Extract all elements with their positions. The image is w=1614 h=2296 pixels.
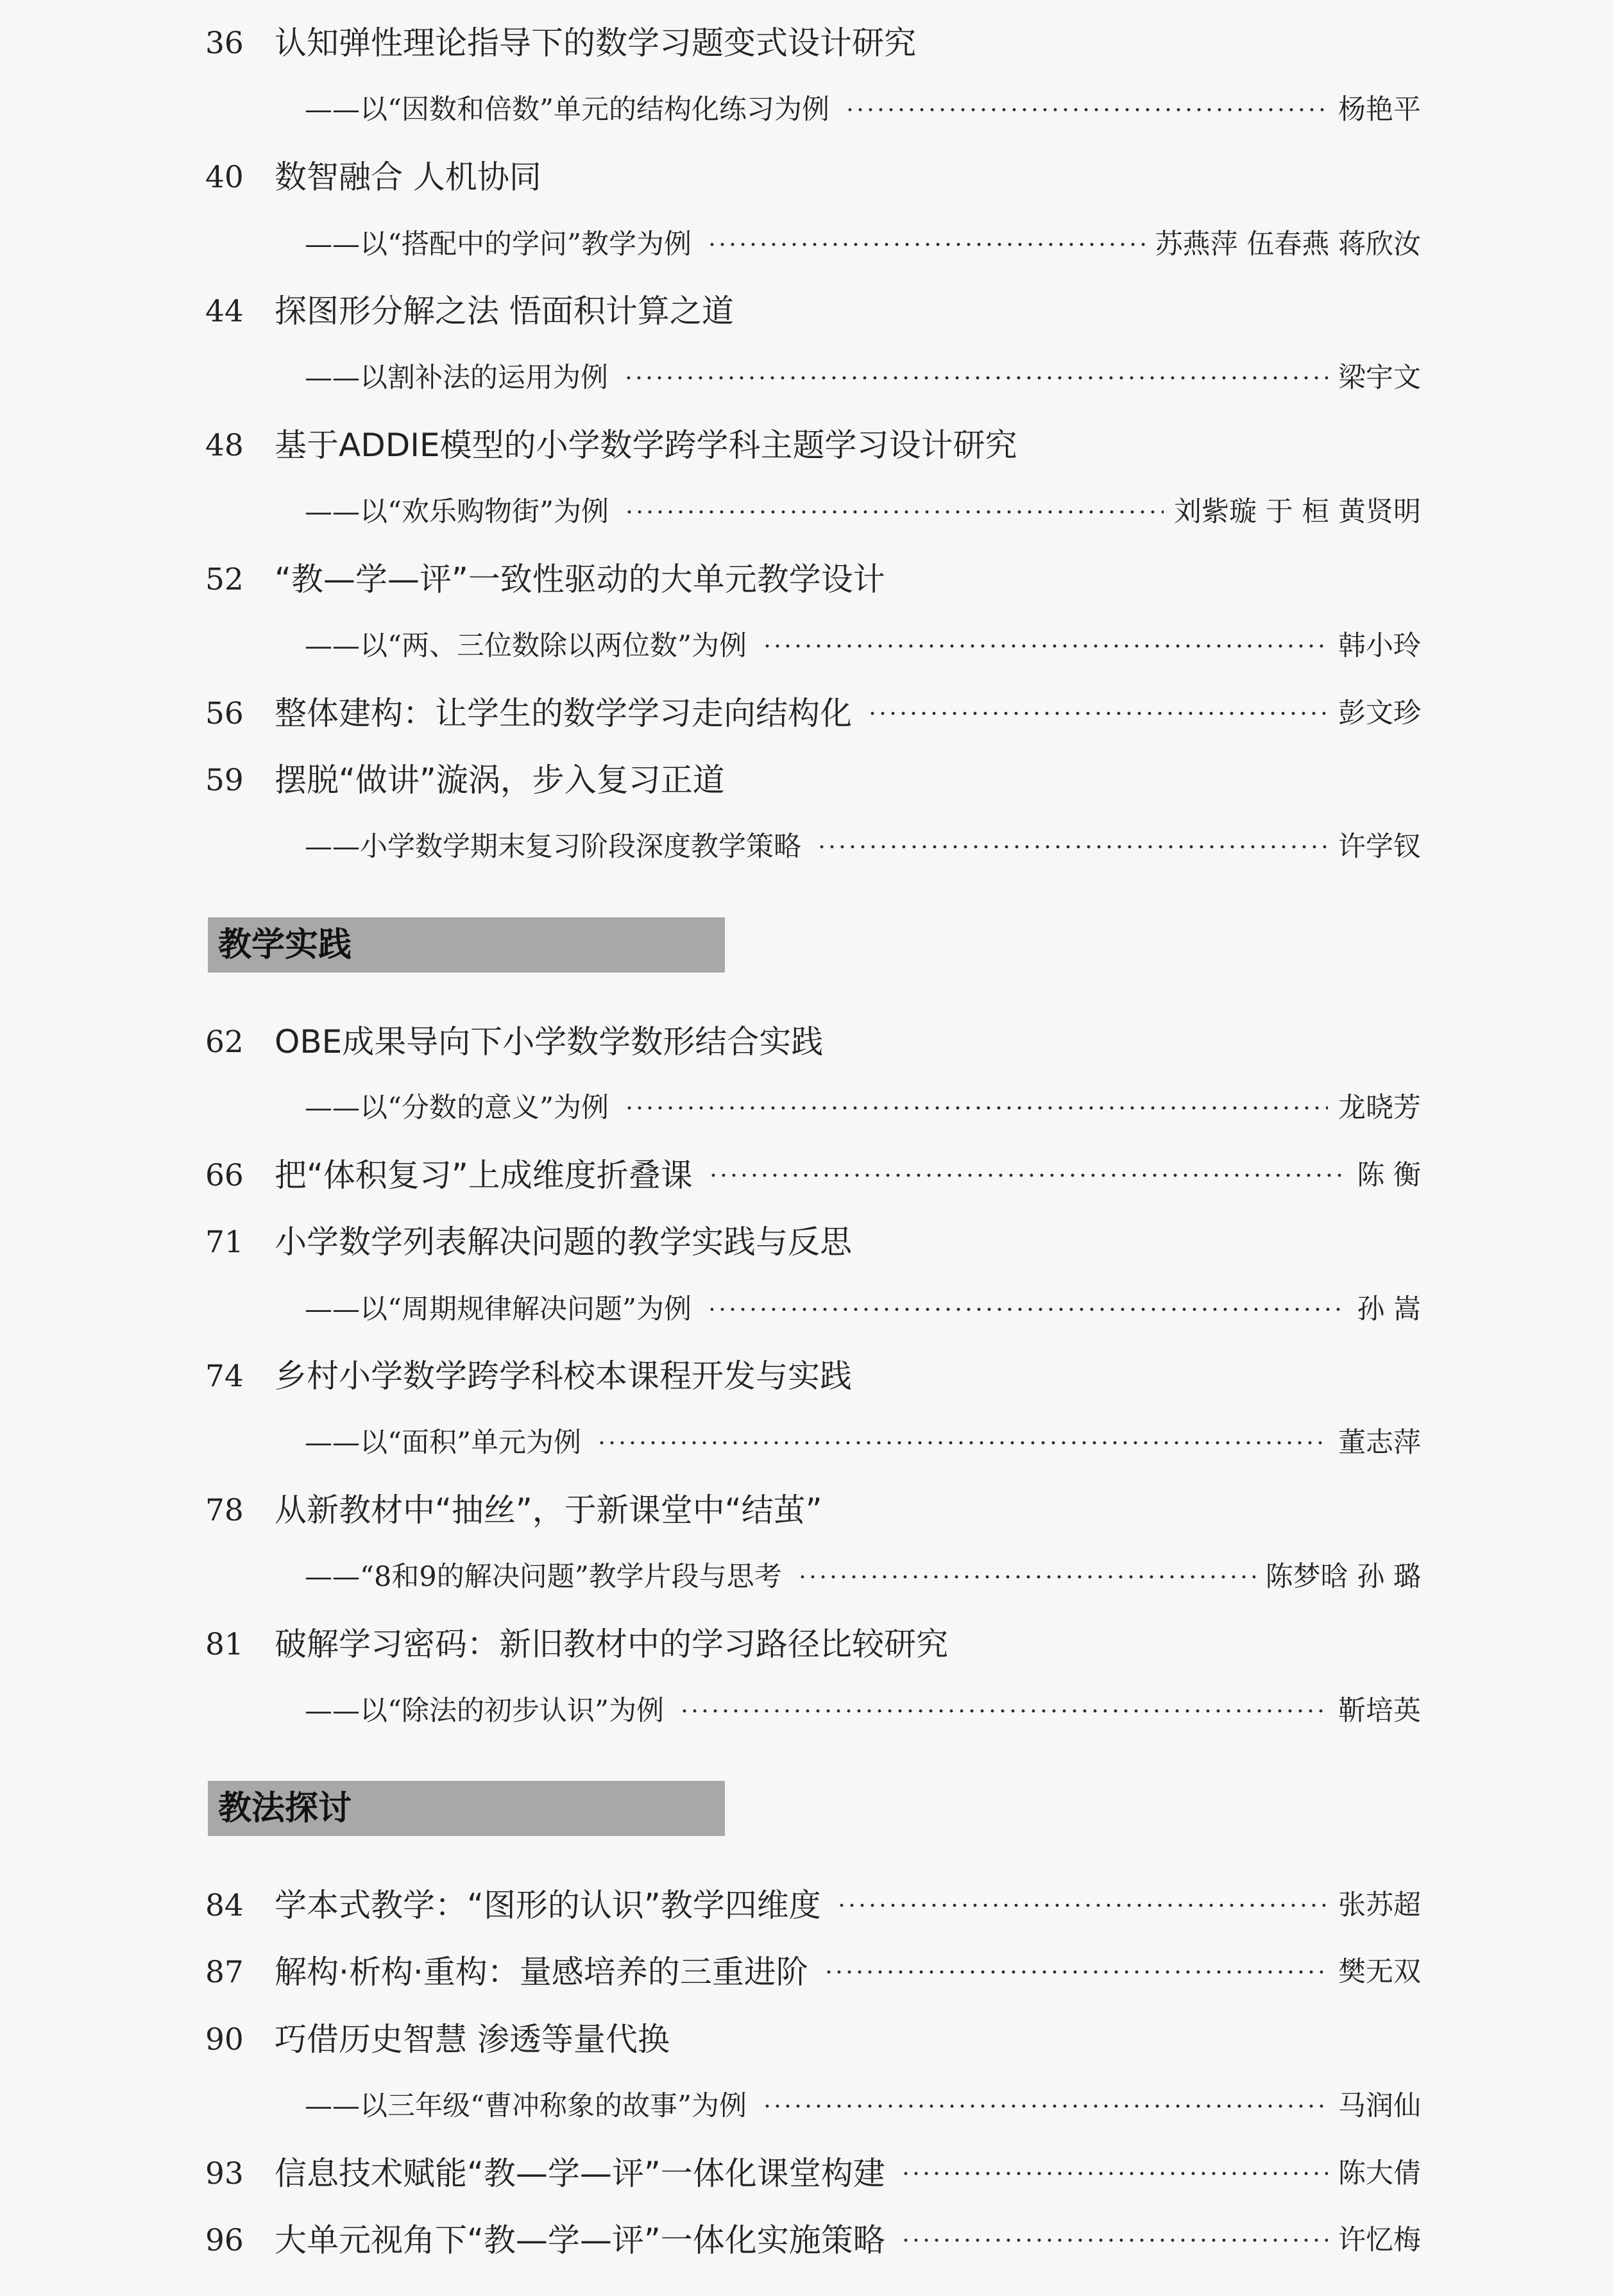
article-title: 小学数学列表解决问题的教学实践与反思	[275, 1223, 852, 1261]
article-subtitle: ——以“因数和倍数”单元的结构化练习为例	[305, 93, 829, 126]
article-authors: 陈 衡	[1357, 1159, 1421, 1191]
toc-entry-subtitle-74	[305, 1420, 1421, 1465]
toc-entry-title-78	[205, 1488, 1421, 1533]
page-number: 62	[205, 1024, 244, 1060]
page-number: 36	[205, 25, 244, 61]
toc-entry-title-62	[205, 1019, 1421, 1064]
page-number: 48	[205, 427, 244, 463]
page-number: 93	[205, 2156, 244, 2191]
dot-leader	[624, 364, 1328, 391]
toc-entry-subtitle-81	[305, 1688, 1421, 1733]
article-title: OBE成果导向下小学数学数形结合实践	[275, 1023, 824, 1060]
toc-entry-title-87	[205, 1950, 1421, 1994]
article-title: “教—学—评”一致性驱动的大单元教学设计	[275, 561, 885, 598]
dot-leader	[845, 96, 1328, 123]
toc-entry-subtitle-48	[305, 489, 1421, 534]
article-title: 从新教材中“抽丝”，于新课堂中“结茧”	[275, 1492, 822, 1529]
dot-leader	[597, 1429, 1328, 1456]
dot-leader	[762, 633, 1328, 659]
article-title: 乡村小学数学跨学科校本课程开发与实践	[275, 1357, 852, 1395]
toc-entry-title-74	[205, 1354, 1421, 1399]
article-authors: 梁宇文	[1338, 361, 1421, 394]
article-authors: 刘紫璇 于 桓 黄贤明	[1173, 495, 1421, 528]
article-title: 探图形分解之法 悟面积计算之道	[275, 293, 734, 330]
toc-entry-subtitle-78	[305, 1554, 1421, 1599]
toc-entry-subtitle-36	[305, 87, 1421, 132]
toc-entry-subtitle-52	[305, 624, 1421, 668]
dot-leader	[824, 1959, 1328, 1986]
dot-leader	[901, 2227, 1328, 2254]
article-authors: 樊无双	[1338, 1955, 1421, 1988]
article-subtitle: ——以割补法的运用为例	[305, 361, 608, 394]
article-subtitle: ——以“两、三位数除以两位数”为例	[305, 629, 747, 662]
toc-entry-title-71	[205, 1220, 1421, 1264]
toc-entry-title-36	[205, 21, 1421, 65]
page-number: 87	[205, 1954, 244, 1990]
article-authors: 陈大倩	[1338, 2157, 1421, 2190]
article-title: 把“体积复习”上成维度折叠课	[275, 1157, 693, 1194]
toc-entry-title-52	[205, 557, 1421, 602]
toc-entry-title-56	[205, 691, 1421, 736]
article-authors: 马润仙	[1338, 2089, 1421, 2122]
toc-entry-title-96	[205, 2218, 1421, 2263]
dot-leader	[797, 1563, 1255, 1590]
page-number: 71	[205, 1224, 244, 1260]
article-subtitle: ——以“周期规律解决问题”为例	[305, 1293, 692, 1325]
toc-entry-title-84	[205, 1883, 1421, 1928]
article-subtitle: ——小学数学期末复习阶段深度教学策略	[305, 830, 801, 863]
article-authors: 彭文珍	[1338, 697, 1421, 729]
page-number: 56	[205, 695, 244, 731]
page-number: 66	[205, 1157, 244, 1193]
article-subtitle: ——以“欢乐购物街”为例	[305, 495, 609, 528]
article-authors: 苏燕萍 伍春燕 蒋欣汝	[1155, 228, 1421, 260]
article-authors: 陈梦晗 孙 璐	[1265, 1560, 1421, 1593]
article-authors: 龙晓芳	[1338, 1091, 1421, 1124]
article-subtitle: ——以“分数的意义”为例	[305, 1091, 609, 1124]
page-number: 44	[205, 293, 244, 329]
article-authors: 靳培英	[1338, 1694, 1421, 1727]
article-authors: 许学钗	[1338, 830, 1421, 863]
toc-entry-title-40	[205, 155, 1421, 200]
toc-entry-title-59	[205, 758, 1421, 803]
dot-leader	[762, 2093, 1328, 2120]
toc-entry-title-81	[205, 1622, 1421, 1667]
toc-entry-subtitle-59	[305, 824, 1421, 869]
article-title: 认知弹性理论指导下的数学习题变式设计研究	[275, 24, 916, 62]
dot-leader	[901, 2160, 1328, 2187]
toc-entry-subtitle-90	[305, 2084, 1421, 2129]
dot-leader	[707, 1296, 1346, 1323]
dot-leader	[708, 1162, 1347, 1189]
toc-entry-title-90	[205, 2017, 1421, 2062]
page-number: 74	[205, 1358, 244, 1394]
page-number: 52	[205, 561, 244, 597]
article-title: 破解学习密码：新旧教材中的学习路径比较研究	[275, 1626, 948, 1663]
dot-leader	[707, 231, 1145, 258]
section-header-method-discussion	[208, 1781, 725, 1836]
toc-entry-title-93	[205, 2151, 1421, 2196]
article-authors: 杨艳平	[1338, 93, 1421, 126]
dot-leader	[867, 700, 1328, 727]
toc-entry-title-48	[205, 423, 1421, 468]
toc-entry-title-66	[205, 1153, 1421, 1198]
page-number: 96	[205, 2222, 244, 2258]
toc-entry-subtitle-62	[305, 1085, 1421, 1130]
article-authors: 孙 嵩	[1357, 1293, 1421, 1325]
article-subtitle: ——以“搭配中的学问”教学为例	[305, 228, 692, 260]
article-title: 摆脱“做讲”漩涡，步入复习正道	[275, 761, 725, 799]
page-number: 78	[205, 1492, 244, 1528]
page-number: 84	[205, 1887, 244, 1923]
section-title: 教法探讨	[218, 1789, 352, 1828]
page-number: 40	[205, 159, 244, 195]
article-title: 巧借历史智慧 渗透等量代换	[275, 2021, 670, 2058]
toc-entry-subtitle-44	[305, 355, 1421, 400]
article-title: 整体建构：让学生的数学学习走向结构化	[275, 695, 852, 732]
article-title: 基于ADDIE模型的小学数学跨学科主题学习设计研究	[275, 427, 1017, 464]
article-subtitle: ——以三年级“曹冲称象的故事”为例	[305, 2089, 747, 2122]
article-authors: 张苏超	[1338, 1889, 1421, 1921]
article-authors: 许忆梅	[1338, 2224, 1421, 2256]
article-authors: 董志萍	[1338, 1426, 1421, 1459]
dot-leader	[624, 1094, 1328, 1121]
dot-leader	[624, 498, 1164, 525]
section-title: 教学实践	[218, 926, 352, 964]
article-title: 数智融合 人机协同	[275, 158, 541, 196]
page-number: 90	[205, 2021, 244, 2057]
page-number: 81	[205, 1626, 244, 1662]
page-number: 59	[205, 762, 244, 798]
dot-leader	[837, 1892, 1328, 1919]
article-subtitle: ——“8和9的解决问题”教学片段与思考	[305, 1560, 782, 1593]
toc-entry-subtitle-71	[305, 1287, 1421, 1332]
article-subtitle: ——以“除法的初步认识”为例	[305, 1694, 664, 1727]
toc-entry-subtitle-40	[305, 222, 1421, 267]
toc-entry-title-44	[205, 289, 1421, 334]
article-subtitle: ——以“面积”单元为例	[305, 1426, 581, 1459]
dot-leader	[817, 833, 1328, 860]
section-header-teaching-practice	[208, 917, 725, 973]
article-authors: 韩小玲	[1338, 629, 1421, 662]
article-title: 学本式教学：“图形的认识”教学四维度	[275, 1887, 821, 1924]
article-title: 解构·析构·重构：量感培养的三重进阶	[275, 1953, 808, 1991]
article-title: 信息技术赋能“教—学—评”一体化课堂构建	[275, 2155, 885, 2192]
dot-leader	[679, 1697, 1328, 1724]
article-title: 大单元视角下“教—学—评”一体化实施策略	[275, 2222, 885, 2259]
